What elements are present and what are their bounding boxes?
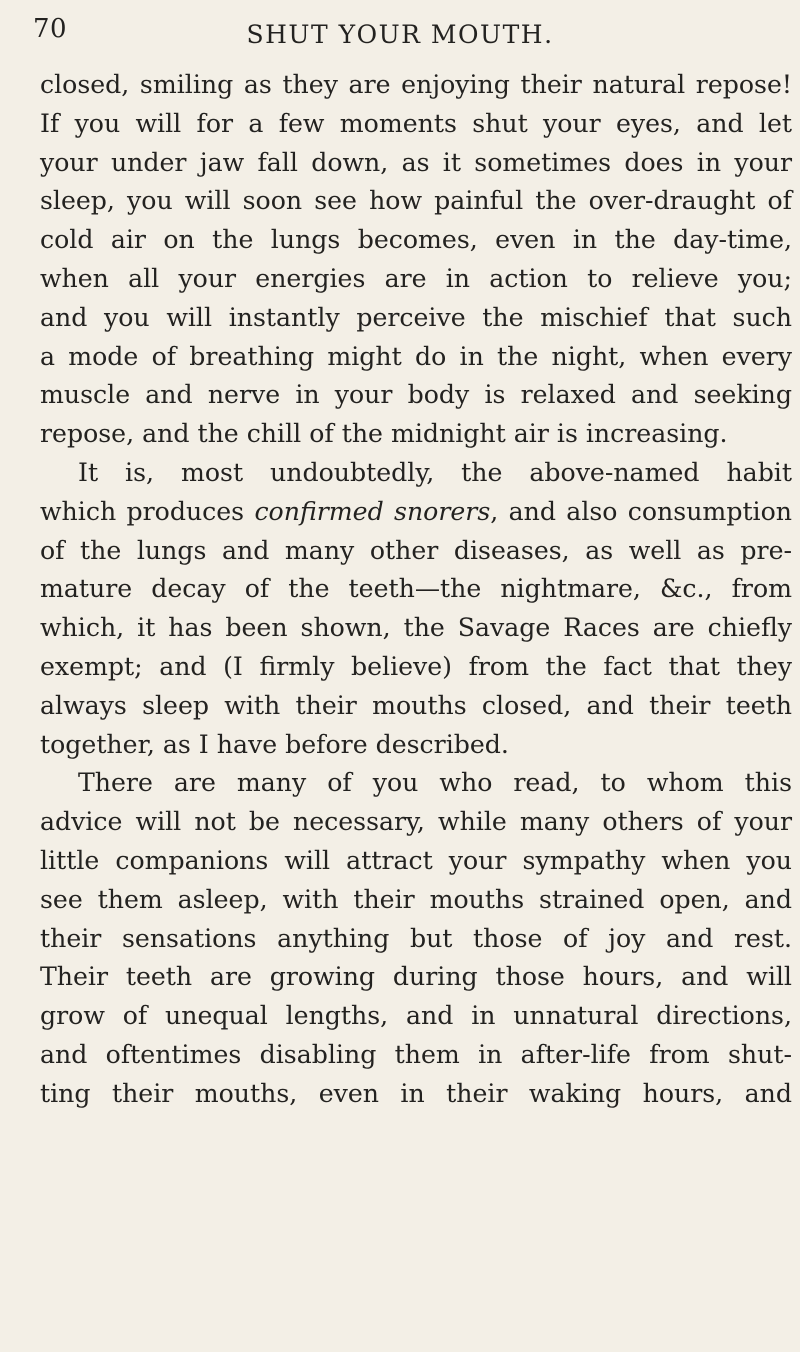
text-line: always sleep with their mouths closed, and their teeth bbox=[40, 690, 792, 720]
text-line: If you will for a few moments shut your eyes, and let bbox=[40, 108, 792, 138]
text-line: sleep, you will soon see how painful the over-draught of bbox=[40, 186, 792, 216]
text-line bbox=[40, 493, 792, 532]
text-line: and you will instantly perceive the mischief that such bbox=[40, 302, 792, 332]
page-header bbox=[0, 14, 800, 54]
text-line: grow of unequal lengths, and in unnatural directions, bbox=[40, 1001, 792, 1031]
text-line: closed, smiling as they are enjoying their natural repose! bbox=[40, 70, 792, 99]
text-line: ting their mouths, even in their waking hours, and bbox=[40, 1078, 792, 1108]
text-line: which, it has been shown, the Savage Races are chiefly bbox=[40, 613, 792, 643]
text-line: your under jaw fall down, as it sometimes does in your bbox=[40, 147, 792, 177]
text-segment: , and also consumption bbox=[490, 496, 793, 526]
running-title: SHUT YOUR MOUTH. bbox=[246, 20, 554, 49]
body-text bbox=[40, 66, 792, 1114]
text-line: little companions will attract your sympathy when you bbox=[40, 845, 792, 875]
text-line: of the lungs and many other diseases, as well as pre- bbox=[40, 535, 792, 565]
paragraph-start-line: There are many of you who read, to whom this bbox=[78, 768, 792, 798]
text-line: a mode of breathing might do in the night, when every bbox=[40, 341, 792, 371]
text-line: see them asleep, with their mouths strained open, and bbox=[40, 884, 792, 914]
text-line: and oftentimes disabling them in after-life from shut- bbox=[40, 1039, 792, 1069]
text-line: advice will not be necessary, while many others of your bbox=[40, 807, 792, 837]
text-line: cold air on the lungs becomes, even in the day-time, bbox=[40, 225, 792, 255]
italic-phrase: confirmed snorers bbox=[254, 496, 491, 526]
text-segment: which produces bbox=[40, 496, 255, 526]
text-line: exempt; and (I firmly believe) from the fact that they bbox=[40, 651, 792, 681]
text-line: together, as I have before described. bbox=[40, 729, 509, 759]
text-line: Their teeth are growing during those hours, and will bbox=[40, 962, 792, 992]
text-line: repose, and the chill of the midnight air is increasing. bbox=[40, 419, 728, 449]
text-line: when all your energies are in action to relieve you; bbox=[40, 263, 792, 293]
page-number: 70 bbox=[33, 14, 68, 44]
text-line: mature decay of the teeth—the nightmare, &c., from bbox=[40, 574, 792, 604]
text-line: muscle and nerve in your body is relaxed and seeking bbox=[40, 380, 792, 410]
text-line: their sensations anything but those of joy and rest. bbox=[40, 923, 792, 953]
paragraph-start-line: It is, most undoubtedly, the above-named habit bbox=[78, 457, 792, 487]
